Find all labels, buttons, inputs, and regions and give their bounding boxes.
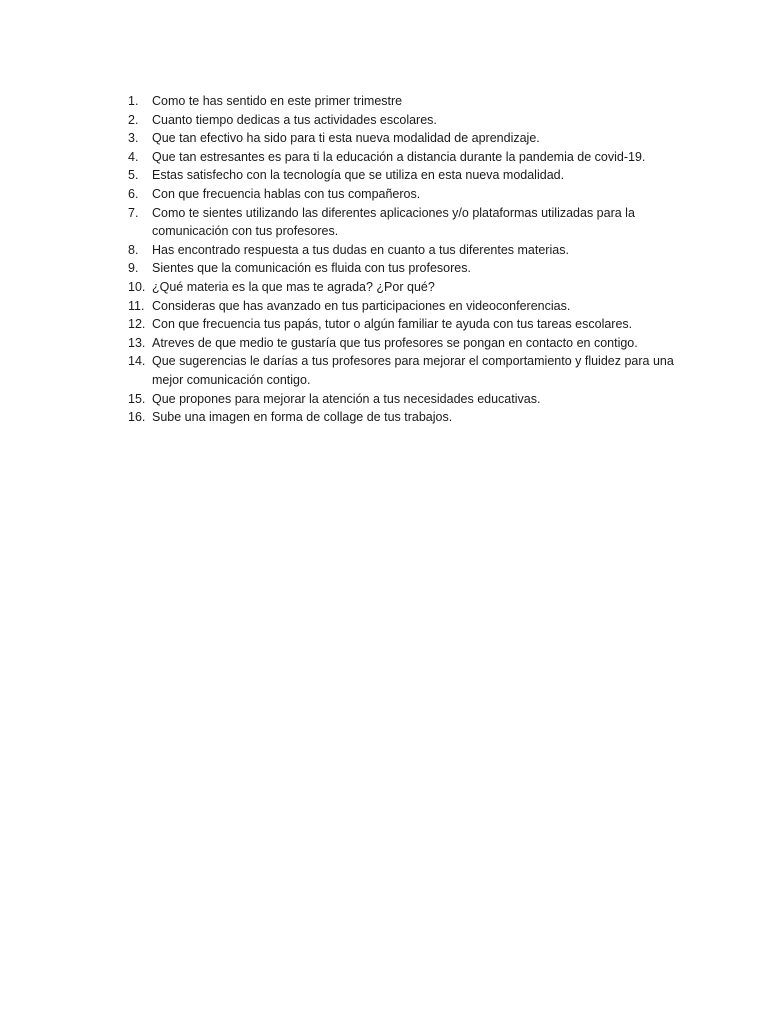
question-item-9 <box>128 259 688 278</box>
question-item-1 <box>128 92 688 111</box>
question-number: 2. <box>128 112 139 127</box>
question-text: Con que frecuencia hablas con tus compañeros. <box>152 186 421 201</box>
question-number: 10. <box>128 279 146 294</box>
question-item-2 <box>128 111 688 130</box>
question-text: Cuanto tiempo dedicas a tus actividades escolares. <box>152 112 437 127</box>
question-number: 6. <box>128 186 139 201</box>
question-list <box>128 92 688 427</box>
question-text: Consideras que has avanzado en tus participaciones en videoconferencias. <box>152 298 571 313</box>
question-number: 11. <box>128 298 145 313</box>
question-text: Que tan estresantes es para ti la educación a distancia durante la pandemia de covid-19. <box>152 149 646 164</box>
question-item-6 <box>128 185 688 204</box>
question-item-15 <box>128 390 688 409</box>
question-item-12 <box>128 315 688 334</box>
question-number: 16. <box>128 410 146 425</box>
question-item-7 <box>128 204 688 241</box>
question-text: Que propones para mejorar la atención a tus necesidades educativas. <box>152 391 541 406</box>
question-text: Que sugerencias le darías a tus profesores para mejorar el comportamiento y fluidez para una mejor comunicación contigo. <box>152 354 674 387</box>
question-item-11 <box>128 297 688 316</box>
question-text: Has encontrado respuesta a tus dudas en cuanto a tus diferentes materias. <box>152 242 569 257</box>
question-text: Sientes que la comunicación es fluida con tus profesores. <box>152 261 471 276</box>
question-number: 1. <box>128 94 139 108</box>
question-item-10 <box>128 278 688 297</box>
question-number: 7. <box>128 205 139 220</box>
question-text: Como te sientes utilizando las diferentes aplicaciones y/o plataformas utilizadas para la comunicación con tus profesores. <box>152 205 635 239</box>
question-item-3 <box>128 129 688 148</box>
question-text: Estas satisfecho con la tecnología que se utiliza en esta nueva modalidad. <box>152 168 565 183</box>
question-number: 4. <box>128 149 139 164</box>
question-text: Atreves de que medio te gustaría que tus profesores se pongan en contacto en contigo. <box>152 335 638 350</box>
question-number: 15. <box>128 391 146 406</box>
question-item-16 <box>128 408 688 427</box>
question-item-4 <box>128 148 688 167</box>
question-number: 3. <box>128 131 139 146</box>
question-text: Sube una imagen en forma de collage de tus trabajos. <box>152 410 453 425</box>
question-number: 14. <box>128 354 146 369</box>
question-number: 12. <box>128 317 146 332</box>
question-item-5 <box>128 166 688 185</box>
question-item-14 <box>128 352 688 389</box>
question-text: ¿Qué materia es la que mas te agrada? ¿Por qué? <box>152 279 435 294</box>
question-number: 13. <box>128 335 146 350</box>
question-item-13 <box>128 334 688 353</box>
question-number: 8. <box>128 242 139 257</box>
question-text: Con que frecuencia tus papás, tutor o algún familiar te ayuda con tus tareas escolares. <box>152 317 633 332</box>
question-number: 5. <box>128 168 139 183</box>
question-number: 9. <box>128 261 139 276</box>
question-text: Que tan efectivo ha sido para ti esta nueva modalidad de aprendizaje. <box>152 131 540 146</box>
question-text: Como te has sentido en este primer trimestre <box>152 94 403 108</box>
question-item-8 <box>128 241 688 260</box>
